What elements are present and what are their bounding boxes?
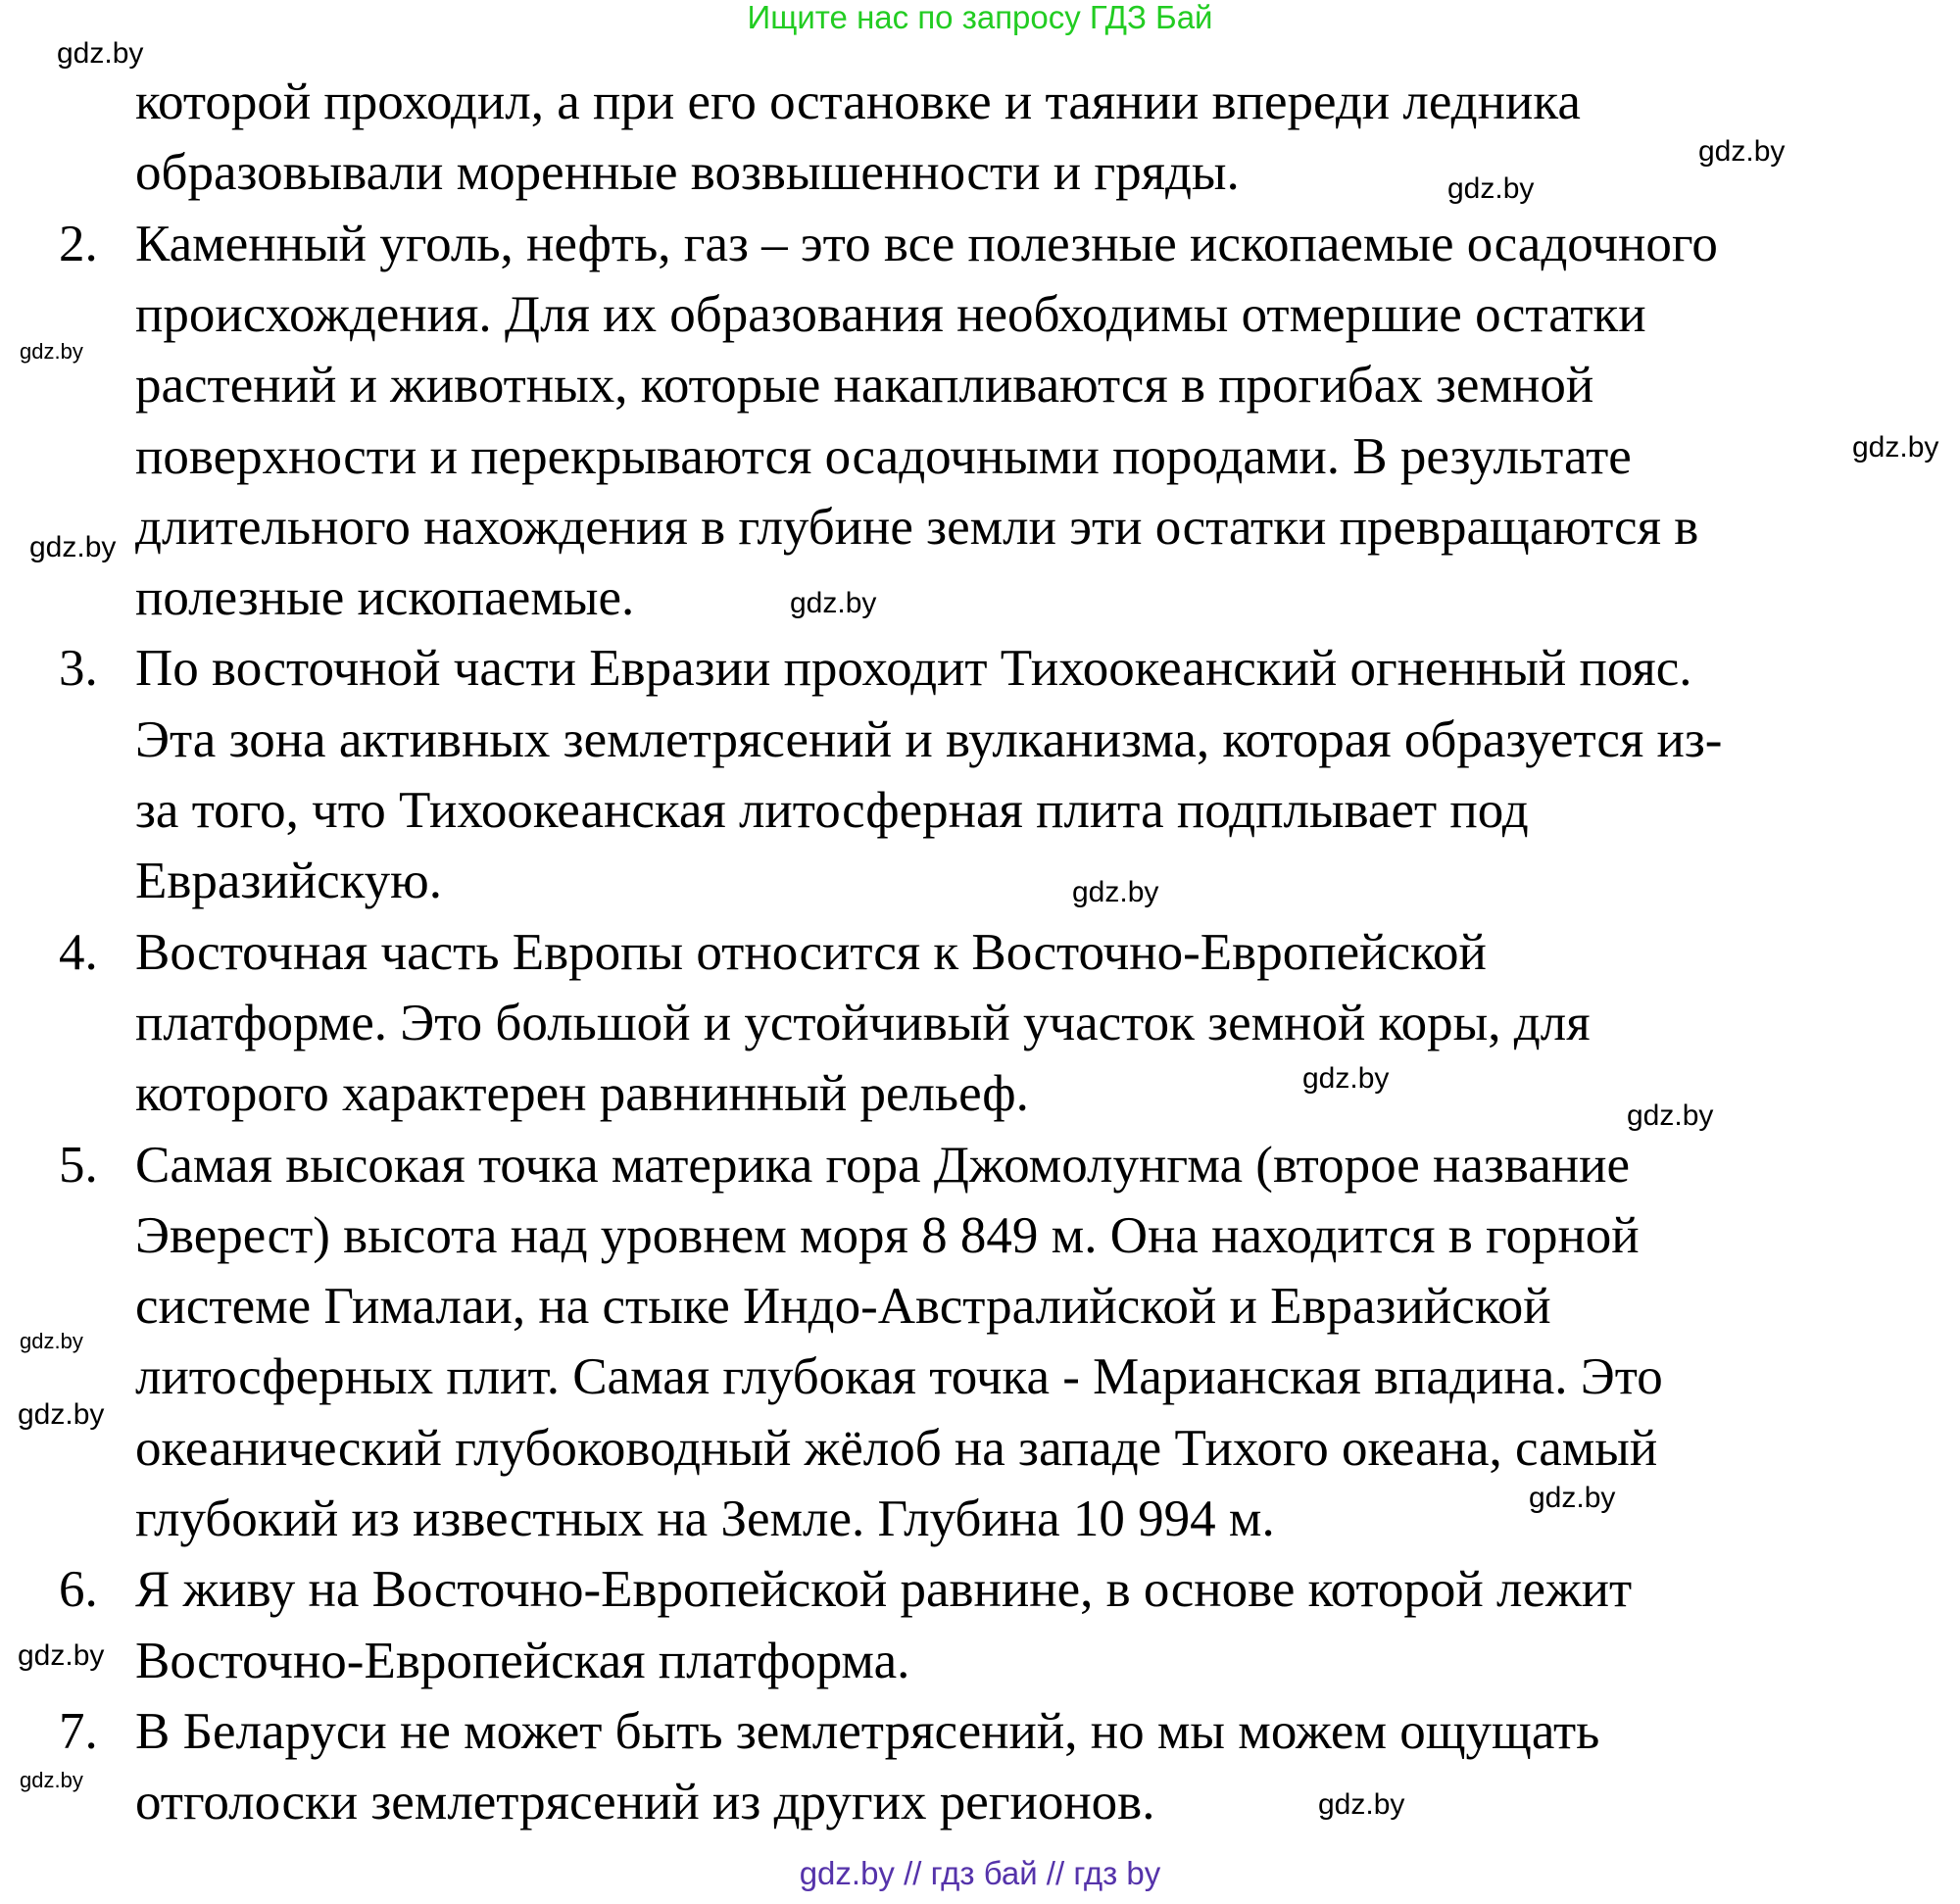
watermark: gdz.by <box>1627 1099 1714 1132</box>
text-line: Евразийскую. <box>135 853 442 910</box>
search-hint-banner: Ищите нас по запросу ГДЗ Бай <box>747 0 1213 35</box>
text-line: В Беларуси не может быть землетрясений, но мы можем ощущать <box>135 1702 1600 1760</box>
watermark: gdz.by <box>1529 1482 1616 1514</box>
text-line: образовывали моренные возвышенности и гряды. <box>135 144 1240 202</box>
item-number: 6. <box>59 1561 98 1619</box>
text-line: полезные ископаемые. <box>135 569 635 627</box>
text-line: литосферных плит. Самая глубокая точка - Марианская впадина. Это <box>135 1348 1663 1406</box>
text-line: поверхности и перекрываются осадочными породами. В результате <box>135 427 1632 485</box>
watermark: gdz.by <box>29 531 117 563</box>
watermark: gdz.by <box>18 1398 105 1431</box>
text-line: которого характерен равнинный рельеф. <box>135 1065 1029 1123</box>
text-line: Восточная часть Европы относится к Восточно-Европейской <box>135 923 1487 981</box>
text-line: системе Гималаи, на стыке Индо-Австралийской и Евразийской <box>135 1278 1551 1336</box>
text-line: океанический глубоководный жёлоб на западе Тихого океана, самый <box>135 1419 1658 1477</box>
watermark: gdz.by <box>57 37 144 70</box>
item-number: 2. <box>59 215 98 272</box>
text-line: глубокий из известных на Земле. Глубина 10 994 м. <box>135 1490 1275 1547</box>
item-number: 3. <box>59 640 98 698</box>
item-number: 5. <box>59 1136 98 1194</box>
watermark: gdz.by <box>20 1768 83 1792</box>
text-line: длительного нахождения в глубине земли эти остатки превращаются в <box>135 498 1699 556</box>
watermark: gdz.by <box>1302 1062 1390 1095</box>
text-line: Каменный уголь, нефть, газ – это все полезные ископаемые осадочного <box>135 215 1718 272</box>
text-line: Эта зона активных землетрясений и вулканизма, которая образуется из- <box>135 710 1723 768</box>
text-line: Эверест) высота над уровнем моря 8 849 м. Она находится в горной <box>135 1206 1640 1264</box>
text-line: Я живу на Восточно-Европейской равнине, в основе которой лежит <box>135 1561 1633 1619</box>
watermark: gdz.by <box>1318 1788 1405 1821</box>
text-line: за того, что Тихоокеанская литосферная плита подплывает под <box>135 782 1529 839</box>
text-line: растений и животных, которые накапливаются в прогибах земной <box>135 357 1594 415</box>
item-number: 4. <box>59 923 98 981</box>
text-line: Восточно-Европейская платформа. <box>135 1632 910 1689</box>
text-line: По восточной части Евразии проходит Тихоокеанский огненный пояс. <box>135 640 1692 698</box>
watermark: gdz.by <box>1072 876 1159 908</box>
footer-watermark: gdz.by // гдз бай // гдз by <box>799 1855 1161 1891</box>
watermark: gdz.by <box>20 1329 83 1353</box>
watermark: gdz.by <box>18 1639 105 1672</box>
watermark: gdz.by <box>1447 172 1535 205</box>
watermark: gdz.by <box>1698 135 1786 168</box>
item-number: 7. <box>59 1702 98 1760</box>
watermark: gdz.by <box>20 339 83 364</box>
text-line: Самая высокая точка материка гора Джомолунгма (второе название <box>135 1136 1630 1194</box>
text-line: которой проходил, а при его остановке и таянии впереди ледника <box>135 73 1581 130</box>
text-line: происхождения. Для их образования необходимы отмершие остатки <box>135 285 1646 343</box>
text-line: платформе. Это большой и устойчивый участок земной коры, для <box>135 994 1591 1051</box>
watermark: gdz.by <box>1852 431 1939 464</box>
text-line: отголоски землетрясений из других регионов. <box>135 1774 1155 1831</box>
watermark: gdz.by <box>790 587 877 619</box>
